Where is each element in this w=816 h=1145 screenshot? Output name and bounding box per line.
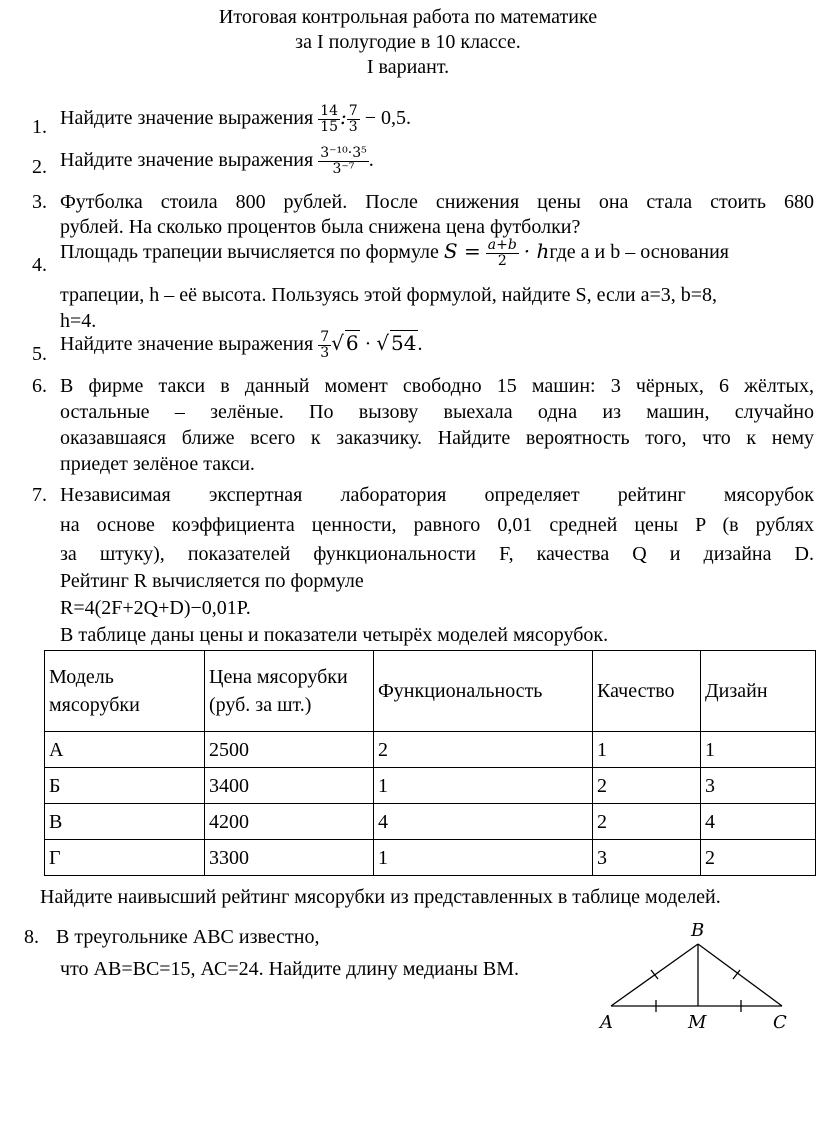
table-cell: 2 — [593, 804, 701, 840]
task-1-text: Найдите значение выражения — [60, 107, 314, 130]
task-8-line-1: В треугольнике АВС известно, — [56, 926, 320, 948]
table-cell: 3300 — [205, 840, 374, 876]
task-1: Найдите значение выражения $\frac{14}{15}$ : $\frac{7}{3}$ − 0,5. — [60, 103, 411, 135]
vertex-a-label: A — [600, 1012, 613, 1033]
table-header-row — [45, 651, 816, 732]
task-5: Найдите значение выражения $\frac{7}{3}$ √ 6 · √ 54. — [60, 329, 423, 361]
table-cell: А — [45, 732, 205, 768]
task-7-number: 7. — [32, 484, 47, 506]
task-3-number: 3. — [32, 191, 47, 213]
task-5-text: Найдите значение выражения — [60, 333, 314, 356]
tick-ab — [651, 970, 658, 979]
table-cell: В — [45, 804, 205, 840]
task-8-number: 8. — [24, 926, 39, 948]
table-cell: 4 — [701, 804, 816, 840]
task-7-formula: R=4(2F+2Q+D)−0,01P. — [60, 597, 251, 619]
table-cell: 2 — [701, 840, 816, 876]
table-row — [45, 804, 816, 840]
table-cell: 1 — [593, 732, 701, 768]
table-header-cell: Цена мясорубки (руб. за шт.) — [205, 651, 374, 732]
task-2-number: 2. — [32, 156, 47, 178]
table-cell: 2500 — [205, 732, 374, 768]
task-4-text: Площадь трапеции вычисляется по формуле — [60, 241, 439, 264]
table-cell: 4 — [374, 804, 593, 840]
task-6-number: 6. — [32, 375, 47, 397]
midpoint-m-label: M — [688, 1012, 707, 1033]
task-7-line-3: за штуку), показателей функциональности F, качества Q и дизайна D. — [60, 543, 814, 565]
task-4-line-1: Площадь трапеции вычисляется по формуле S = $\frac{a+b}{2}$ · hгде a и b – основания — [60, 237, 729, 269]
table-header-cell: Модель мясорубки — [45, 651, 205, 732]
task-2-text: Найдите значение выражения — [60, 149, 314, 172]
vertex-b-label: B — [691, 920, 705, 941]
task-2: Найдите значение выражения $\frac{\text{3⁻¹⁰·3⁵}}{\text{3⁻⁷}}$ . — [60, 145, 374, 177]
table-cell: 2 — [593, 768, 701, 804]
task-5-root-2: 54 — [391, 331, 417, 356]
side-bc — [698, 944, 782, 1006]
table-row — [45, 768, 816, 804]
table-cell: 3400 — [205, 768, 374, 804]
table-cell: 1 — [374, 768, 593, 804]
table-cell: Г — [45, 840, 205, 876]
task-7-line-2: на основе коэффициента ценности, равного 0,01 средней цены P (в рублях — [60, 514, 814, 536]
table-cell: 1 — [701, 732, 816, 768]
task-6-line-2: остальные – зелёные. По вызову выехала одна из машин, случайно — [60, 401, 814, 423]
task-1-tail: − 0,5. — [364, 107, 411, 130]
table-cell: 2 — [374, 732, 593, 768]
page-subtitle: за I полугодие в 10 классе. — [295, 31, 521, 53]
task-2-fraction: $\frac{\text{3⁻¹⁰·3⁵}}{\text{3⁻⁷}}$ — [320, 145, 367, 177]
task-3-line-1: Футболка стоила 800 рублей. После снижения цены она стала стоить 680 — [60, 191, 814, 213]
task-1-fraction-2: $\frac{7}{3}$ — [348, 103, 358, 135]
task-7-line-5: В таблице даны цены и показатели четырёх моделей мясорубок. — [60, 624, 609, 646]
variant-label: I вариант. — [366, 56, 450, 78]
task-6-line-3: оказавшаяся ближе всего к заказчику. Найдите вероятность того, что к нему — [60, 427, 814, 449]
table-header-cell: Функциональность — [374, 651, 593, 732]
task-7-line-1: Независимая экспертная лаборатория определяет рейтинг мясорубок — [60, 484, 814, 506]
table-cell: 4200 — [205, 804, 374, 840]
task-4-line-3: h=4. — [60, 310, 97, 332]
table-cell: Б — [45, 768, 205, 804]
triangle-figure — [596, 918, 806, 1036]
task-1-fraction-1: $\frac{14}{15}$ — [320, 103, 339, 135]
task-5-fraction: $\frac{7}{3}$ — [320, 329, 330, 361]
grinder-table — [44, 650, 816, 876]
table-cell: 3 — [593, 840, 701, 876]
task-4-line-2: трапеции, h – её высота. Пользуясь этой формулой, найдите S, если a=3, b=8, — [60, 284, 718, 306]
table-row — [45, 732, 816, 768]
task-6-line-1: В фирме такси в данный момент свободно 15 машин: 3 чёрных, 6 жёлтых, — [60, 375, 814, 397]
task-5-number: 5. — [32, 343, 47, 365]
table-row — [45, 840, 816, 876]
page-title: Итоговая контрольная работа по математике — [218, 6, 598, 28]
task-8-line-2: что АВ=ВС=15, АС=24. Найдите длину медианы ВМ. — [60, 958, 519, 980]
task-7-line-4: Рейтинг R вычисляется по формуле — [60, 570, 364, 592]
task-6-line-4: приедет зелёное такси. — [60, 453, 255, 475]
task-7-question: Найдите наивысший рейтинг мясорубки из представленных в таблице моделей. — [40, 886, 721, 908]
task-5-root-1: 6 — [345, 331, 359, 356]
task-3-line-2: рублей. На сколько процентов была снижена цена футболки? — [60, 216, 581, 238]
table-header-cell: Дизайн — [701, 651, 816, 732]
vertex-c-label: C — [773, 1012, 787, 1033]
task-4-fraction: $\frac{a+b}{2}$ — [487, 237, 517, 269]
table-header-cell: Качество — [593, 651, 701, 732]
task-1-number: 1. — [32, 116, 47, 138]
table-cell: 3 — [701, 768, 816, 804]
table-cell: 1 — [374, 840, 593, 876]
task-4-number: 4. — [32, 254, 47, 276]
